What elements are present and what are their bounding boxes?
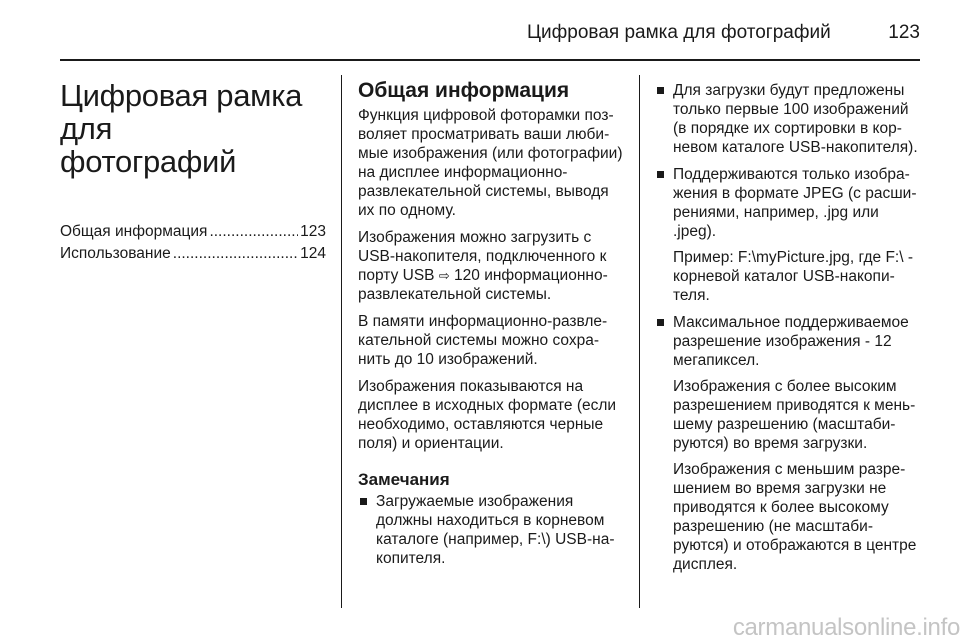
cross-reference-arrow-icon: ⇨ [438,268,450,283]
paragraph: В памяти информационно-развлекательной системы можно сохранить до 10 изображений. [358,313,608,368]
notes-list [655,81,921,574]
bullet-item [358,492,624,568]
bullet-text: Поддерживаются только изображения в формате JPEG (с расширениями, например, .jpg или .jpeg). [673,166,917,240]
watermark: carmanualsonline.info [732,614,960,641]
toc-label: Общая информация [60,223,208,240]
table-of-contents [60,221,326,265]
toc-leader-dots [173,243,298,265]
general-info-column [358,79,624,576]
toc-entry[interactable] [60,221,326,243]
paragraph-text: 120 информационно-развлекательной системы. [358,267,608,303]
chapter-title-line: фотографий [60,144,237,179]
bullet-item [655,165,921,305]
bullet-subparagraph: Пример: F:\myPicture.jpg, где F:\ - корневой каталог USB-накопителя. [673,249,913,304]
toc-label: Использование [60,245,171,262]
notes-list [358,492,624,568]
toc-page-number: 124 [300,245,326,262]
toc-page-number: 123 [300,223,326,240]
toc-entry[interactable] [60,243,326,265]
paragraph [358,228,624,304]
bullet-subparagraph: Изображения с более высоким разрешением приводятся к меньшему разрешению (масштабируются) во время загрузки. [673,378,916,452]
chapter-column [60,79,326,265]
bullet-item [655,81,921,157]
toc-leader-dots [209,221,298,243]
notes-heading: Замечания [358,470,450,489]
header-rule [60,59,920,61]
running-header-title: Цифровая рамка для фотографий [527,22,831,43]
paragraph: Функция цифровой фоторамки позволяет просматривать ваши любимые изображения (или фотографии) на дисплее информационно-развлекательной системы, выводя их по одному. [358,107,623,219]
chapter-title-line: Цифровая рамка для [60,78,303,146]
section-heading: Общая информация [358,79,570,102]
bullet-text: Максимальное поддерживаемое разрешение изображения - 12 мегапиксел. [673,314,909,369]
notes-continued-column [655,79,921,582]
bullet-subparagraph: Изображения с меньшим разрешением во время загрузки не приводятся к более высокому разрешению (не масштабируются) и отображаются в центре дисплея. [673,461,917,573]
paragraph-text: Изображения можно загрузить с USB-накопителя, подключенного к порту USB [358,229,607,284]
column-divider [341,75,342,608]
bullet-text: Загружаемые изображения должны находиться в корневом каталоге (например, F:\) USB-накопителя. [376,493,615,567]
bullet-text: Для загрузки будут предложены только первые 100 изображений (в порядке их сортировки в корневом каталоге USB-накопителя). [673,82,918,156]
chapter-title [60,79,326,178]
bullet-item [655,313,921,574]
paragraph: Изображения показываются на дисплее в исходных формате (если необходимо, оставляются черные поля) и ориентации. [358,378,617,452]
column-divider [639,75,640,608]
page-number: 123 [888,22,920,43]
